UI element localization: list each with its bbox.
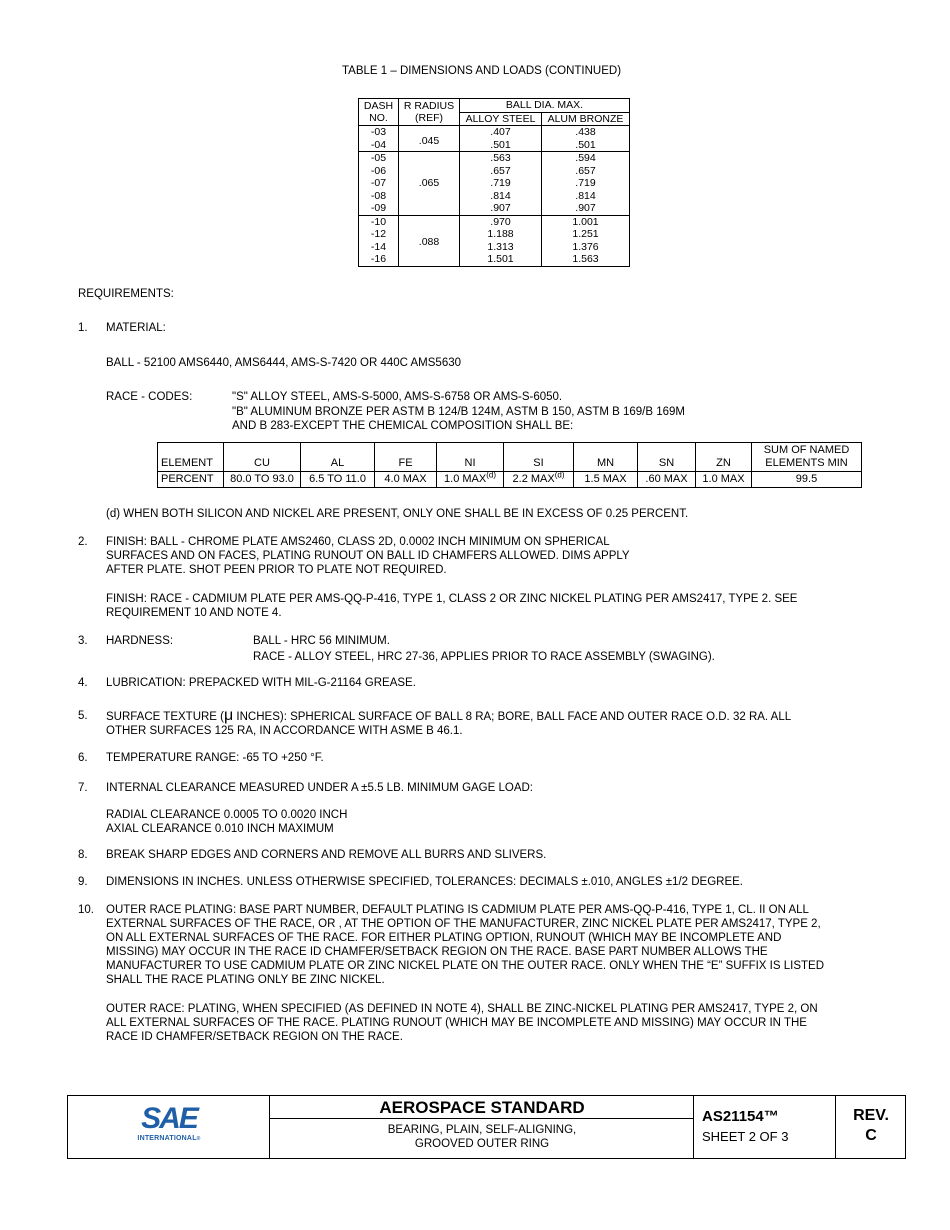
plating-line: MANUFACTURER TO USE CADMIUM PLATE OR ZINC NICKEL PLATE ON THE OUTER RACE. ONLY WHEN THE “E” SUFFIX IS LISTED bbox=[106, 960, 824, 972]
plating-line: SHALL THE RACE PLATING ONLY BE ZINC NICKEL. bbox=[106, 974, 385, 986]
header-dash: DASH NO. bbox=[359, 99, 399, 126]
table-row: PERCENT 80.0 TO 93.0 6.5 TO 11.0 4.0 MAX 1.0 MAX$^{(d)}$ 2.2 MAX$^{(d)}$ 1.5 MAX .60 MAX 1.0 MAX 99.5 bbox=[158, 472, 862, 488]
plating-line: OUTER RACE PLATING: BASE PART NUMBER, DEFAULT PLATING IS CADMIUM PLATE PER AMS-QQ-P-416, TYPE 1, CL. II ON ALL bbox=[106, 904, 809, 916]
plating-line: RACE ID CHAMFER/SETBACK REGION ON THE RACE. bbox=[106, 1031, 403, 1043]
radial-clearance: RADIAL CLEARANCE 0.0005 TO 0.0020 INCH bbox=[106, 809, 348, 821]
race-code-line: "S" ALLOY STEEL, AMS-S-5000, AMS-S-6758 OR AMS-S-6050. bbox=[232, 391, 563, 403]
composition-table bbox=[157, 442, 862, 488]
table-row: -03 -04 .045 .407 .501 .438 .501 bbox=[359, 126, 630, 152]
hardness-line: BALL - HRC 56 MINIMUM. bbox=[253, 635, 390, 647]
item-number: 2. bbox=[78, 536, 88, 548]
plating-line: ALL EXTERNAL SURFACES OF THE RACE. PLATING RUNOUT (WHICH MAY BE INCOMPLETE AND MISSING) MAY OCCUR IN THE bbox=[106, 1017, 807, 1029]
clearance-text: INTERNAL CLEARANCE MEASURED UNDER A ±5.5 LB. MINIMUM GAGE LOAD: bbox=[106, 782, 534, 794]
revision-label: REV. bbox=[853, 1107, 889, 1124]
title-block bbox=[67, 1095, 906, 1159]
revision-cell bbox=[836, 1096, 906, 1158]
standard-description: BEARING, PLAIN, SELF-ALIGNING, GROOVED OUTER RING bbox=[387, 1124, 577, 1150]
title-cell bbox=[270, 1096, 694, 1158]
hardness-label: HARDNESS: bbox=[106, 635, 174, 647]
requirements-heading: REQUIREMENTS: bbox=[78, 288, 174, 300]
finish-ball-line: FINISH: BALL - CHROME PLATE AMS2460, CLASS 2D, 0.0002 INCH MINIMUM ON SPHERICAL bbox=[106, 536, 610, 548]
header-alloy-steel: ALLOY STEEL bbox=[460, 112, 542, 126]
lubrication-text: LUBRICATION: PREPACKED WITH MIL-G-21164 GREASE. bbox=[106, 677, 416, 689]
header-radius: R RADIUS (REF) bbox=[399, 99, 460, 126]
finish-race-line: FINISH: RACE - CADMIUM PLATE PER AMS-QQ-P-416, TYPE 1, CLASS 2 OR ZINC NICKEL PLATING PER AMS2417, TYPE 2. SEE bbox=[106, 593, 798, 605]
header-ball-dia: BALL DIA. MAX. bbox=[460, 99, 630, 113]
dimensions-table bbox=[358, 98, 630, 267]
item-number: 8. bbox=[78, 849, 88, 861]
item-number: 10. bbox=[78, 904, 94, 916]
plating-line: ON ALL EXTERNAL SURFACES OF THE RACE. FOR EITHER PLATING OPTION, RUNOUT (WHICH MAY BE INCOMPLETE AND bbox=[106, 932, 782, 944]
table-row: ELEMENT CU AL FE NI SI MN SN ZN SUM OF NAMED ELEMENTS MIN bbox=[158, 443, 862, 472]
item-number: 4. bbox=[78, 677, 88, 689]
table-caption: TABLE 1 – DIMENSIONS AND LOADS (CONTINUED) bbox=[342, 65, 622, 77]
item-number: 5. bbox=[78, 710, 88, 722]
material-title: MATERIAL: bbox=[106, 322, 166, 334]
race-code-line: "B" ALUMINUM BRONZE PER ASTM B 124/B 124M, ASTM B 150, ASTM B 169/B 169M bbox=[232, 406, 685, 418]
item-number: 9. bbox=[78, 876, 88, 888]
surface-line: OTHER SURFACES 125 RA, IN ACCORDANCE WITH ASME B 46.1. bbox=[106, 725, 463, 737]
axial-clearance: AXIAL CLEARANCE 0.010 INCH MAXIMUM bbox=[106, 823, 334, 835]
revision-value: C bbox=[865, 1127, 877, 1144]
sae-logo: SAE INTERNATIONAL® bbox=[137, 1102, 201, 1142]
header-alum-bronze: ALUM BRONZE bbox=[542, 112, 630, 126]
item-number: 1. bbox=[78, 322, 88, 334]
mu-symbol: μ bbox=[224, 707, 234, 724]
finish-race-line: REQUIREMENT 10 AND NOTE 4. bbox=[106, 607, 282, 619]
finish-ball-line: SURFACES AND ON FACES, PLATING RUNOUT ON BALL ID CHAMFERS ALLOWED. DIMS APPLY bbox=[106, 550, 630, 562]
table-row: -10 -12 -14 -16 .088 .970 1.188 1.313 1.501 1.001 1.251 1.376 1.563 bbox=[359, 215, 630, 266]
plating-line: OUTER RACE: PLATING, WHEN SPECIFIED (AS DEFINED IN NOTE 4), SHALL BE ZINC-NICKEL PLATING PER AMS2417, TYPE 2, ON bbox=[106, 1003, 818, 1015]
logo-cell bbox=[68, 1096, 270, 1158]
footnote-d: (d) WHEN BOTH SILICON AND NICKEL ARE PRESENT, ONLY ONE SHALL BE IN EXCESS OF 0.25 PERCENT. bbox=[106, 508, 689, 520]
hardness-line: RACE - ALLOY STEEL, HRC 27-36, APPLIES PRIOR TO RACE ASSEMBLY (SWAGING). bbox=[253, 651, 715, 663]
ball-material: BALL - 52100 AMS6440, AMS6444, AMS-S-7420 OR 440C AMS5630 bbox=[106, 357, 462, 369]
sheet-number: SHEET 2 OF 3 bbox=[702, 1129, 789, 1144]
document-number: AS21154™ bbox=[702, 1108, 779, 1125]
edges-text: BREAK SHARP EDGES AND CORNERS AND REMOVE ALL BURRS AND SLIVERS. bbox=[106, 849, 547, 861]
finish-ball-line: AFTER PLATE. SHOT PEEN PRIOR TO PLATE NOT REQUIRED. bbox=[106, 564, 447, 576]
item-number: 7. bbox=[78, 782, 88, 794]
dimensions-text: DIMENSIONS IN INCHES. UNLESS OTHERWISE SPECIFIED, TOLERANCES: DECIMALS ±.010, ANGLES ±1/2 DEGREE. bbox=[106, 876, 743, 888]
race-codes-label: RACE - CODES: bbox=[106, 391, 193, 403]
surface-line: SURFACE TEXTURE (μ INCHES): SPHERICAL SURFACE OF BALL 8 RA; BORE, BALL FACE AND OUTER RACE O.D. 32 RA. ALL bbox=[106, 707, 792, 724]
item-number: 3. bbox=[78, 635, 88, 647]
item-number: 6. bbox=[78, 752, 88, 764]
plating-line: EXTERNAL SURFACES OF THE RACE, OR , AT THE OPTION OF THE MANUFACTURER, ZINC NICKEL PLATE PER AMS2417, TYPE 2, bbox=[106, 918, 821, 930]
document-cell bbox=[694, 1096, 836, 1158]
race-code-line: AND B 283-EXCEPT THE CHEMICAL COMPOSITION SHALL BE: bbox=[232, 420, 574, 432]
table-row: -05 -06 -07 -08 -09 .065 .563 .657 .719 .814 .907 .594 .657 .719 .814 .907 bbox=[359, 152, 630, 216]
plating-line: MISSING) MAY OCCUR IN THE RACE ID CHAMFER/SETBACK REGION ON THE RACE. BASE PART NUMBER ALLOWS THE bbox=[106, 946, 768, 958]
standard-title: AEROSPACE STANDARD bbox=[270, 1096, 694, 1119]
temperature-text: TEMPERATURE RANGE: -65 TO +250 °F. bbox=[106, 752, 324, 764]
